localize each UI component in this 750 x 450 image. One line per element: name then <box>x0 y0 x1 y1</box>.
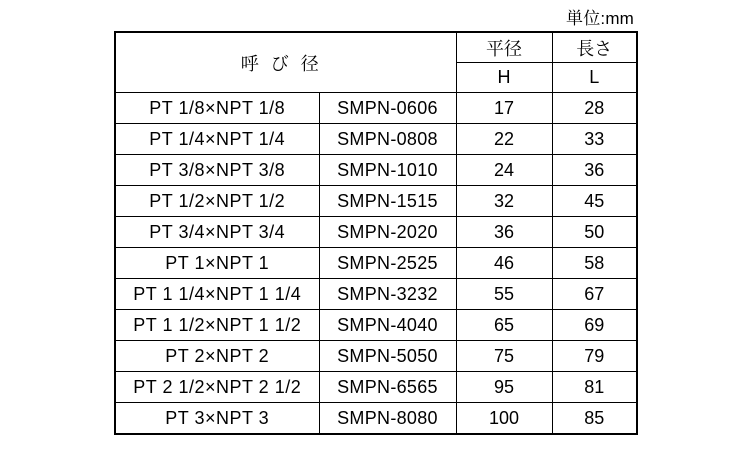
width-h-cell: 55 <box>456 279 552 310</box>
width-h-cell: 100 <box>456 403 552 435</box>
length-header: 長さ <box>552 32 637 63</box>
nominal-size-cell: PT 1/2×NPT 1/2 <box>115 186 319 217</box>
part-number-cell: SMPN-2525 <box>319 248 456 279</box>
part-number-cell: SMPN-5050 <box>319 341 456 372</box>
table-row <box>115 310 637 341</box>
part-number-cell: SMPN-2020 <box>319 217 456 248</box>
part-number-cell: SMPN-4040 <box>319 310 456 341</box>
part-number-cell: SMPN-1515 <box>319 186 456 217</box>
width-header: 平径 <box>456 32 552 63</box>
length-l-cell: 33 <box>552 124 637 155</box>
length-l-cell: 58 <box>552 248 637 279</box>
dimension-table <box>114 31 638 435</box>
nominal-size-header: 呼び径 <box>115 32 456 93</box>
header-row-top <box>115 32 637 63</box>
nominal-size-cell: PT 2 1/2×NPT 2 1/2 <box>115 372 319 403</box>
length-l-cell: 79 <box>552 341 637 372</box>
part-number-cell: SMPN-0606 <box>319 93 456 124</box>
length-l-cell: 28 <box>552 93 637 124</box>
table-body <box>115 32 637 434</box>
part-number-cell: SMPN-8080 <box>319 403 456 435</box>
nominal-size-cell: PT 1 1/4×NPT 1 1/4 <box>115 279 319 310</box>
table-row <box>115 217 637 248</box>
width-h-cell: 17 <box>456 93 552 124</box>
width-h-cell: 75 <box>456 341 552 372</box>
nominal-size-cell: PT 1/4×NPT 1/4 <box>115 124 319 155</box>
table-row <box>115 279 637 310</box>
unit-label: 単位:mm <box>566 9 635 28</box>
nominal-size-cell: PT 2×NPT 2 <box>115 341 319 372</box>
table-row <box>115 186 637 217</box>
nominal-size-cell: PT 1/8×NPT 1/8 <box>115 93 319 124</box>
nominal-size-cell: PT 1×NPT 1 <box>115 248 319 279</box>
part-number-cell: SMPN-6565 <box>319 372 456 403</box>
table-row <box>115 155 637 186</box>
table-row <box>115 372 637 403</box>
table-row <box>115 93 637 124</box>
part-number-cell: SMPN-3232 <box>319 279 456 310</box>
table-row <box>115 124 637 155</box>
nominal-size-cell: PT 3×NPT 3 <box>115 403 319 435</box>
length-l-cell: 50 <box>552 217 637 248</box>
length-l-cell: 36 <box>552 155 637 186</box>
width-h-cell: 36 <box>456 217 552 248</box>
part-number-cell: SMPN-1010 <box>319 155 456 186</box>
table-row <box>115 403 637 435</box>
nominal-size-cell: PT 3/8×NPT 3/8 <box>115 155 319 186</box>
table-row <box>115 341 637 372</box>
length-l-cell: 85 <box>552 403 637 435</box>
width-h-cell: 22 <box>456 124 552 155</box>
length-l-cell: 67 <box>552 279 637 310</box>
width-h-cell: 24 <box>456 155 552 186</box>
nominal-size-cell: PT 1 1/2×NPT 1 1/2 <box>115 310 319 341</box>
nominal-size-cell: PT 3/4×NPT 3/4 <box>115 217 319 248</box>
width-h-cell: 65 <box>456 310 552 341</box>
width-symbol-header: H <box>456 63 552 93</box>
length-symbol-header: L <box>552 63 637 93</box>
width-h-cell: 95 <box>456 372 552 403</box>
length-l-cell: 81 <box>552 372 637 403</box>
length-l-cell: 69 <box>552 310 637 341</box>
width-h-cell: 46 <box>456 248 552 279</box>
part-number-cell: SMPN-0808 <box>319 124 456 155</box>
width-h-cell: 32 <box>456 186 552 217</box>
length-l-cell: 45 <box>552 186 637 217</box>
table-row <box>115 248 637 279</box>
